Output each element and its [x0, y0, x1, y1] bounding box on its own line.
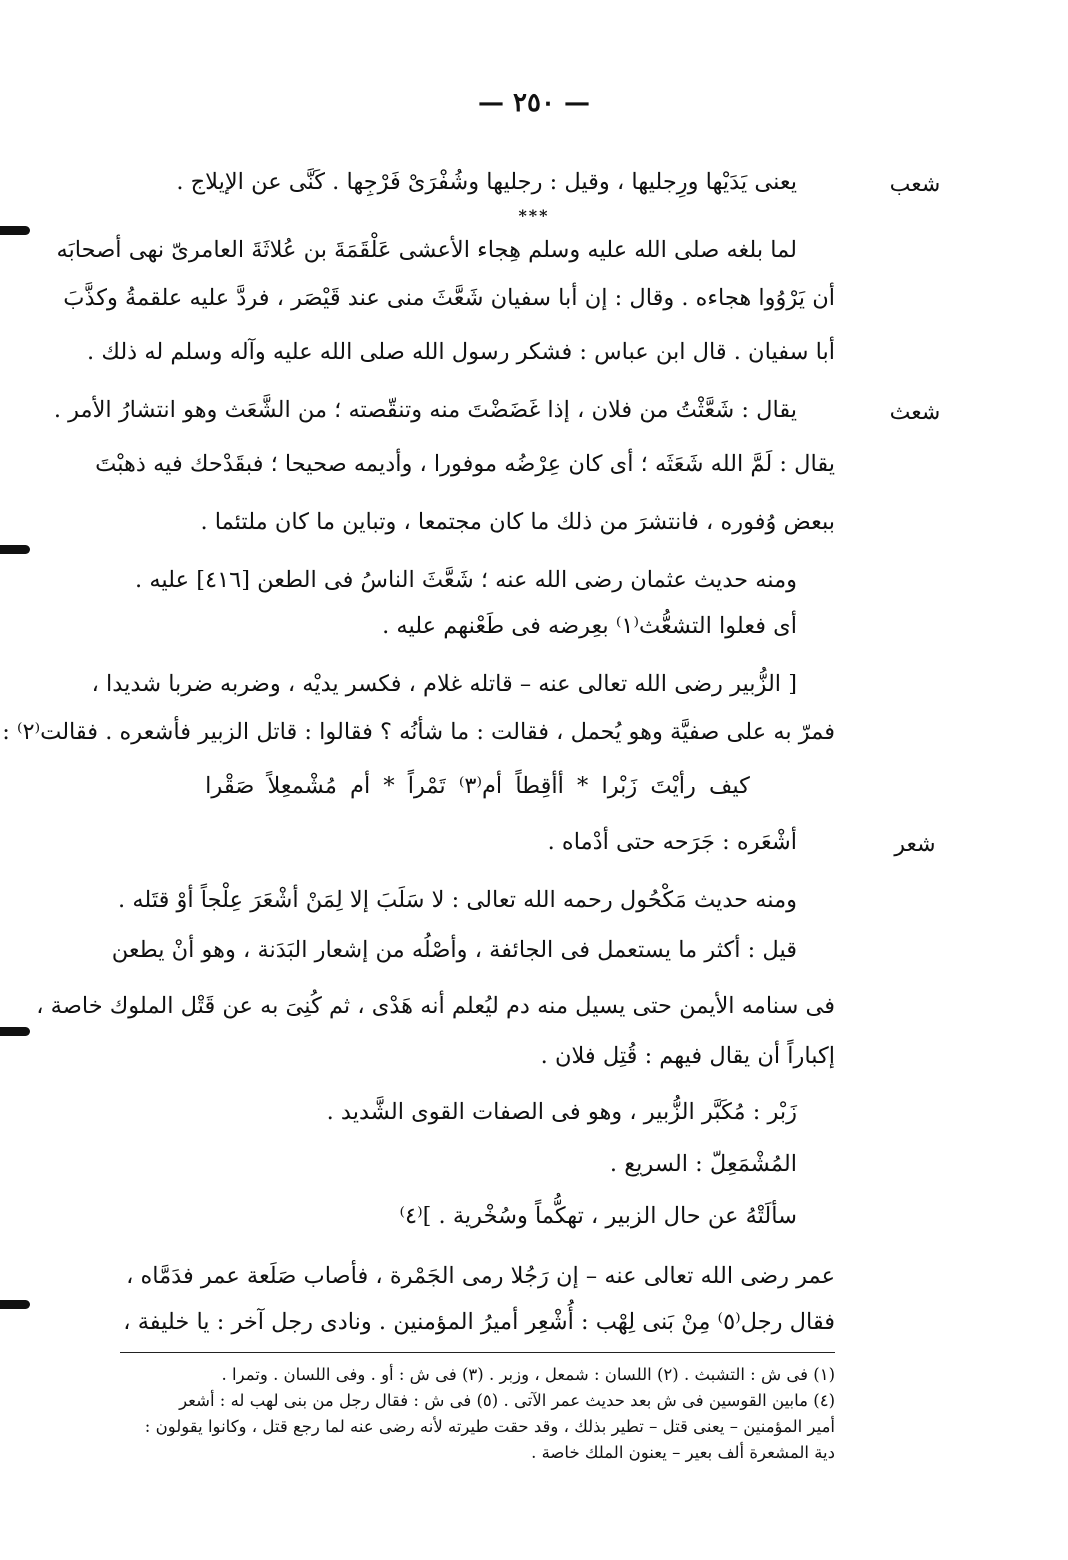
text-line: فمرّ به على صفيَّة وهو يُحمل ، فقالت : ما شأنُه ؟ فقالوا : قاتل الزبير فأشعره . فقالت⁽٢⁾ :	[2, 719, 835, 745]
edge-mark	[0, 1300, 30, 1309]
text-line: زَبْر : مُكَبَّر الزُّبير ، وهو فى الصفات القوى الشَّديد .	[326, 1099, 797, 1125]
text-line: فى سنامه الأيمن حتى يسيل منه دم ليُعلم أنه هَدْى ، ثم كُنِىَ به عن قَتْل الملوك خاصة ،	[36, 993, 835, 1019]
text-line: ومنه حديث مَكْحُول رحمه الله تعالى : لا سَلَبَ إلا لِمَنْ أشْعَرَ عِلْجاً أوْ قتَله .	[118, 887, 797, 913]
text-line: أى فعلوا التشعُّث⁽١⁾ بعِرضه فى طَعْنهم عليه .	[382, 613, 797, 639]
edge-mark	[0, 226, 30, 235]
text-line: أبا سفيان . قال ابن عباس : فشكر رسول الله صلى الله عليه وآله وسلم له ذلك .	[87, 339, 835, 365]
text-line: ومنه حديث عثمان رضى الله عنه ؛ شَعَّثَ الناسُ فى الطعن [٤١٦] عليه .	[135, 567, 797, 593]
footnote-line: أمير المؤمنين – يعنى قتل – تطير بذلك ، وقد حقت طيرته لأنه رضى عنه لما رجع قتل ، وكانوا يقولون :	[144, 1417, 835, 1436]
text-line: أن يَرْوُوا هجاءه . وقال : إن أبا سفيان شَعَّثَ منى عند قَيْصَر ، فردَّ عليه علقمةُ وكذَّبَ	[63, 285, 835, 311]
footnote-line: دية المشعرة ألف بعير – يعنون الملك خاصة .	[531, 1443, 835, 1462]
margin-word-shaar: شعر	[894, 832, 936, 857]
text-line: فقال رجل⁽٥⁾ مِنْ بَنى لِهْب : أُشْعِر أميرُ المؤمنين . ونادى رجل آخر : يا خليفة ،	[123, 1309, 835, 1335]
margin-word-shaab: شعب	[889, 172, 941, 197]
edge-mark	[0, 545, 30, 554]
footnote-line: (١) فى ش : التشبث . (٢) اللسان : شمعل ، وزبر . (٣) فى ش : أو . وفى اللسان . وتمرا .	[221, 1365, 835, 1384]
text-line: أشْعَره : جَرَحه حتى أدْماه .	[547, 829, 797, 855]
verse-line: كيف رأيْتَ زَبْرا * أأقِطاً أم⁽٣⁾ تَمْراً * أم مُشْمعِلاً صَقْرا	[205, 773, 750, 799]
page-number: — ٢٥٠ —	[477, 88, 591, 118]
text-line: يقال : لَمَّ الله شَعَثَه ؛ أى كان عِرْضُه موفورا ، وأديمه صحيحا ؛ فبقَدْحك فيه ذهبْتَ	[95, 451, 835, 477]
text-line: قيل : أكثر ما يستعمل فى الجائفة ، وأصْلُه من إشعار البَدَنة ، وهو أنْ يطعن	[111, 937, 797, 963]
footnote-rule	[120, 1352, 835, 1353]
text-line: يقال : شَعَّثْتُ من فلان ، إذا غَضَضْتَ منه وتنقّصته ؛ من الشَّعَث وهو انتشارُ الأمر .	[53, 397, 797, 423]
text-line: لما بلغه صلى الله عليه وسلم هِجاء الأعشى عَلْقَمَةَ بن عُلاثَةَ العامرىّ نهى أصحابَه	[56, 237, 797, 263]
footnote-line: (٤) مابين القوسين فى ش بعد حديث عمر الآتى . (٥) فى ش : فقال رجل من بنى لهب له : أشعر	[179, 1391, 835, 1410]
margin-word-shaath: شعث	[889, 400, 941, 425]
text-line: المُشْمَعِلّ : السريع .	[609, 1151, 797, 1177]
edge-mark	[0, 1027, 30, 1036]
text-line: سألَتْهُ عن حال الزبير ، تهكُّماً وسُخْرية . ]⁽٤⁾	[399, 1203, 797, 1229]
main-text	[2, 0, 835, 1350]
text-line: يعنى يَدَيْها ورِجليها ، وقيل : رجليها وشُفْرَىْ فَرْجِها . كَنَّى عن الإيلاج .	[176, 169, 797, 195]
text-line: عمر رضى الله تعالى عنه – إن رَجُلا رمى الجَمْرة ، فأصاب صَلَعة عمر فدَمَّاه ،	[126, 1263, 835, 1289]
text-line: [ الزُّبير رضى الله تعالى عنه – قاتله غلام ، فكسر يديْه ، وضربه ضربا شديدا ،	[91, 671, 797, 697]
text-line: إكباراً أن يقال فيهم : قُتِل فلان .	[540, 1043, 835, 1069]
section-separator: ***	[518, 206, 550, 225]
text-line: ببعض وُفوره ، فانتشرَ من ذلك ما كان مجتمعا ، وتباين ما كان ملتئما .	[200, 509, 835, 535]
